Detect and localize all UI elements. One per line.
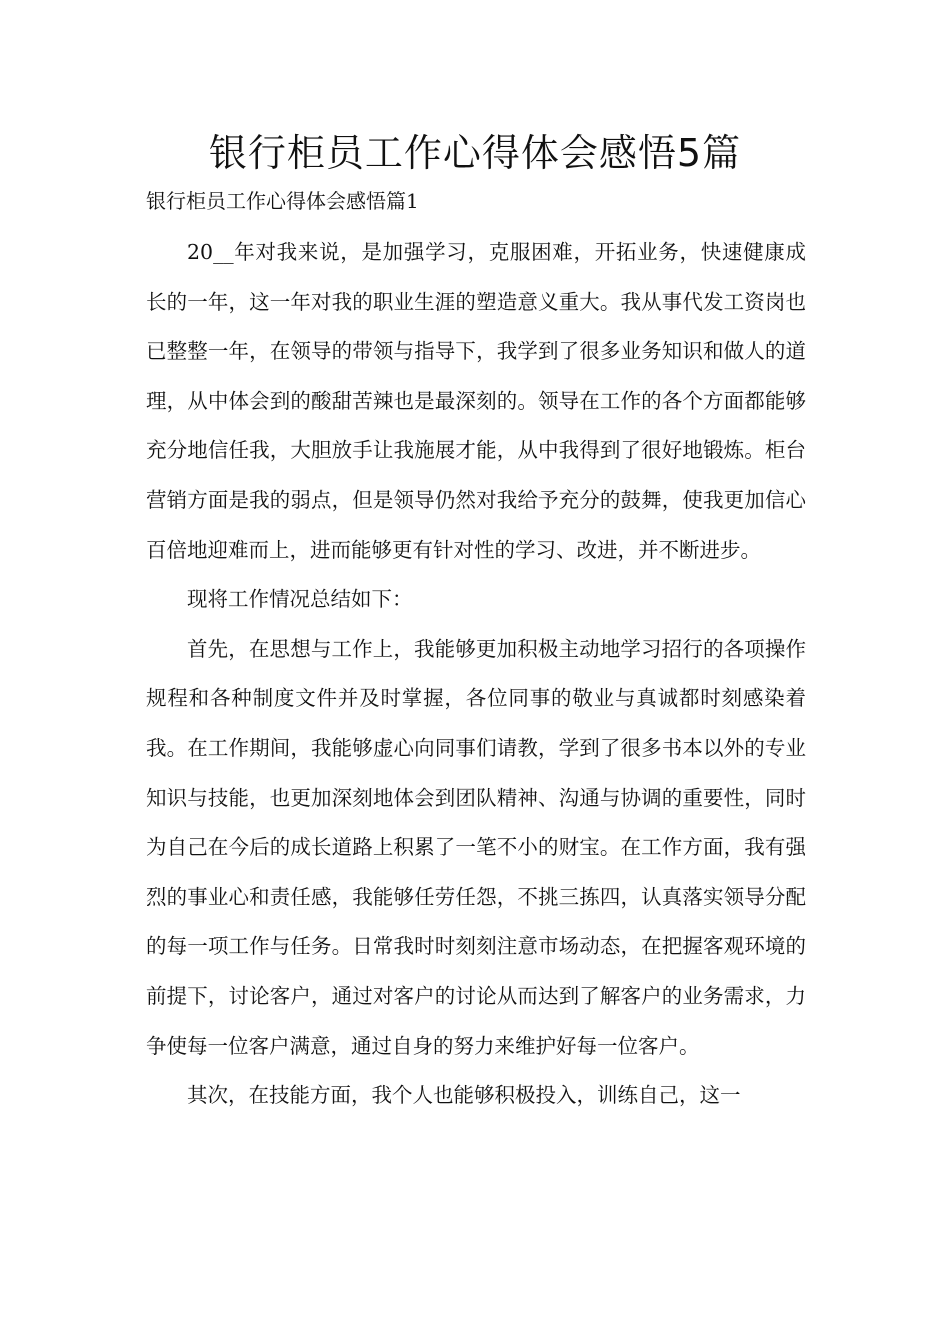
paragraph-second: 其次，在技能方面，我个人也能够积极投入，训练自己，这一 [187,1083,741,1108]
paragraph-summary-lead: 现将工作情况总结如下： [187,587,413,612]
paragraph-first: 首先，在思想与工作上，我能够更加积极主动地学习招行的各项操作规程和各种制度文件并及时掌握，各位同事的敬业与真诚都时刻感染着我。在工作期间，我能够虚心向同事们请教，学到了很多书本以外的专业知识与技能，也更加深刻地体会到团队精神、沟通与协调的重要性，同时为自己在今后的成长道路上积累了一笔不小的财宝。在工作方面，我有强烈的事业心和责任感，我能够任劳任怨，不挑三拣四，认真落实领导分配的每一项工作与任务。日常我时时刻刻注意市场动态，在把握客观环境的前提下，讨论客户，通过对客户的讨论从而达到了解客户的业务需求，力争使每一位客户满意，通过自身的努力来维护好每一位客户。 [146,636,806,1058]
document-body [146,228,806,1121]
document-title: 银行柜员工作心得体会感悟5篇 [208,131,742,175]
paragraph-intro: 20__年对我来说，是加强学习，克服困难，开拓业务，快速健康成长的一年，这一年对我的职业生涯的塑造意义重大。我从事代发工资岗也已整整一年，在领导的带领与指导下，我学到了很多业务知识和做人的道理，从中体会到的酸甜苦辣也是最深刻的。领导在工作的各个方面都能够充分地信任我，大胆放手让我施展才能，从中我得到了很好地锻炼。柜台营销方面是我的弱点，但是领导仍然对我给予充分的鼓舞，使我更加信心百倍地迎难而上，进而能够更有针对性的学习、改进，并不断进步。 [146,240,806,562]
section-heading: 银行柜员工作心得体会感悟篇1 [146,189,419,213]
